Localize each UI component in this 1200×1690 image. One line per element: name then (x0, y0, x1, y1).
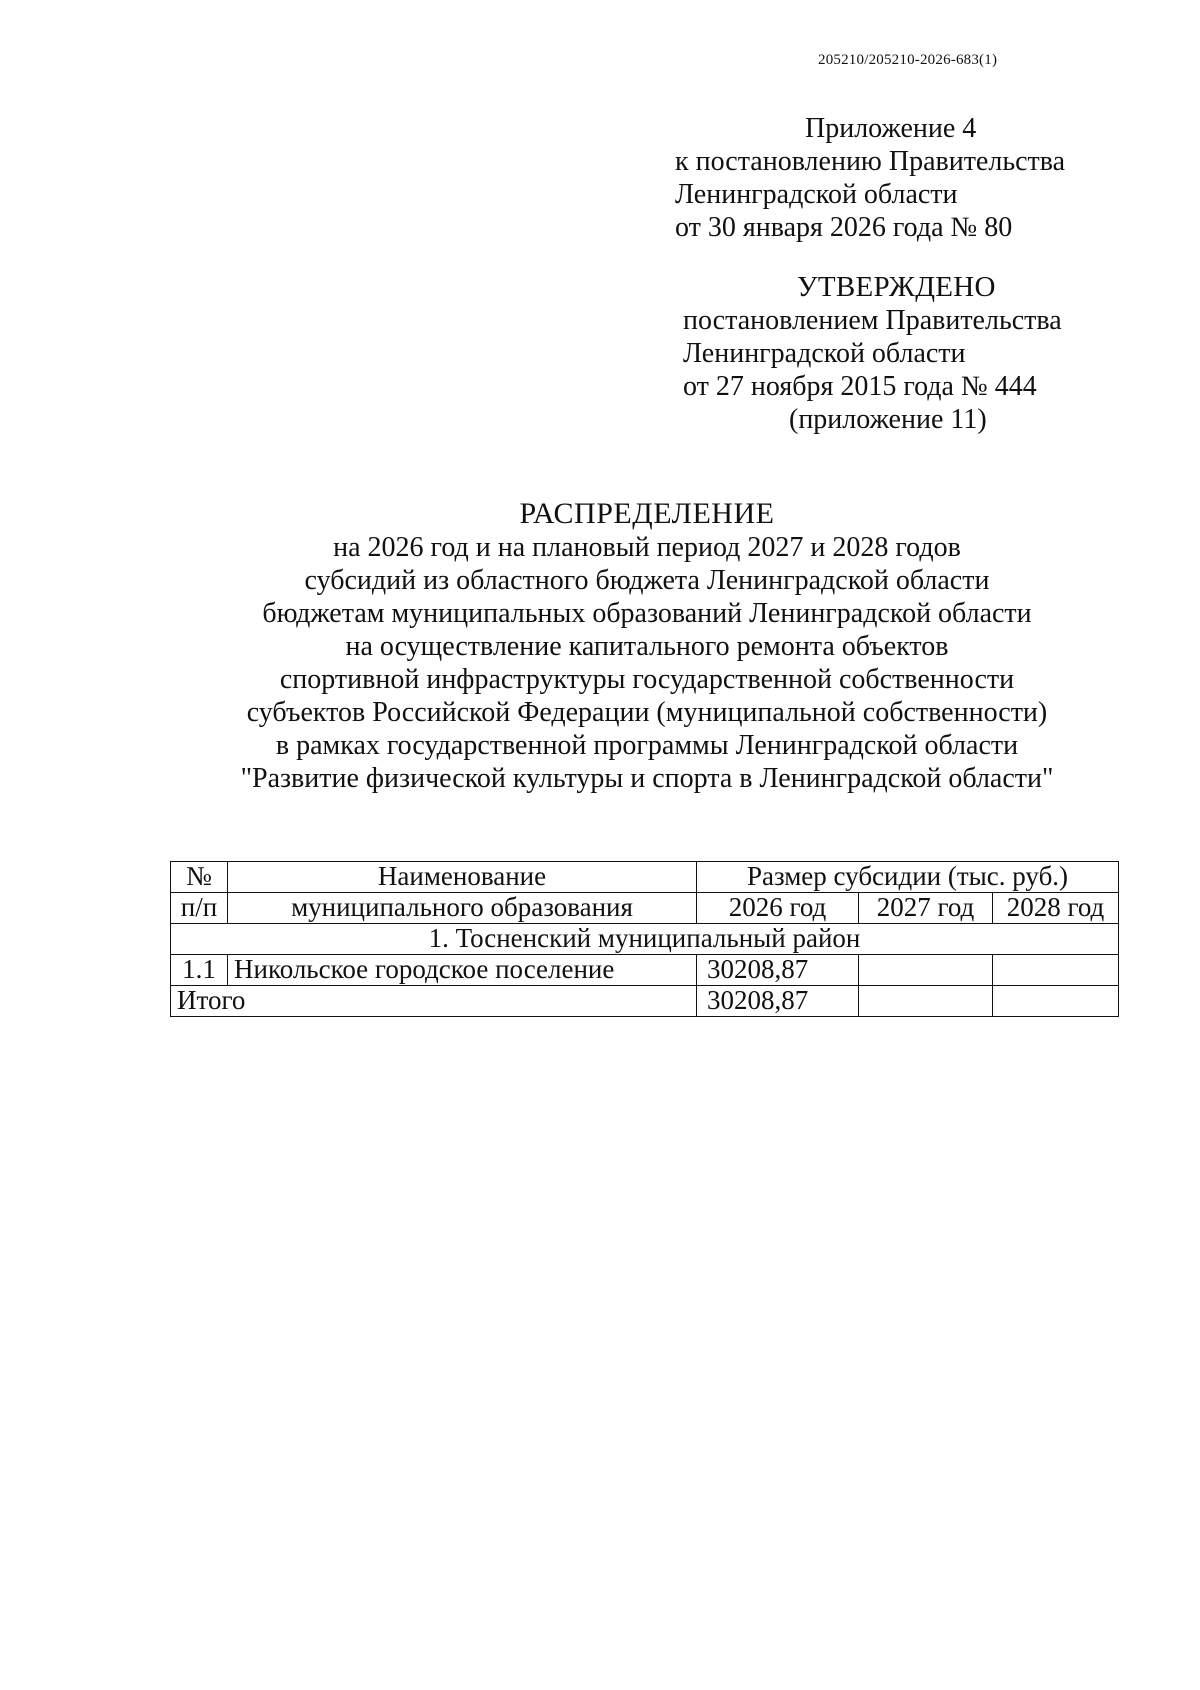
title-line: на 2026 год и на плановый период 2027 и 2028 годов (333, 532, 961, 563)
table-section-row (171, 924, 1119, 955)
document-id: 205210/205210-2026-683(1) (818, 52, 998, 68)
subsidy-table (170, 861, 1119, 1017)
table-row (171, 955, 1119, 986)
header-year-2026: 2026 год (697, 893, 859, 924)
header-name-top: Наименование (228, 862, 697, 893)
total-value-2026: 30208,87 (697, 986, 859, 1017)
total-value-2028 (993, 986, 1119, 1017)
approved-date: от 27 ноября 2015 года № 444 (683, 371, 1037, 402)
title-line: в рамках государственной программы Ленинградской области (275, 730, 1019, 761)
approved-region: Ленинградской области (683, 338, 966, 369)
row-value-2028 (993, 955, 1119, 986)
appendix-date: от 30 января 2026 года № 80 (675, 212, 1013, 243)
header-year-2028: 2028 год (993, 893, 1119, 924)
total-value-2027 (859, 986, 993, 1017)
header-num-bottom: п/п (171, 893, 228, 924)
table-header-row (171, 893, 1119, 924)
approved-reference: постановлением Правительства (683, 305, 1062, 336)
row-num: 1.1 (171, 955, 228, 986)
header-num-top: № (171, 862, 228, 893)
header-year-2027: 2027 год (859, 893, 993, 924)
title-line: субъектов Российской Федерации (муниципальной собственности) (246, 697, 1048, 728)
row-value-2027 (859, 955, 993, 986)
section-title: 1. Тосненский муниципальный район (171, 924, 1119, 955)
row-value-2026: 30208,87 (697, 955, 859, 986)
table-total-row (171, 986, 1119, 1017)
approved-block (683, 271, 1062, 436)
appendix-reference: к постановлению Правительства (675, 146, 1066, 177)
approved-heading: УТВЕРЖДЕНО (797, 271, 996, 303)
appendix-block (675, 112, 1065, 244)
table-header-row (171, 862, 1119, 893)
document-title (0, 497, 1200, 795)
approved-appendix-note: (приложение 11) (789, 404, 987, 435)
title-line: спортивной инфраструктуры государственной собственности (279, 664, 1015, 695)
title-main: РАСПРЕДЕЛЕНИЕ (519, 497, 775, 530)
appendix-number: Приложение 4 (805, 113, 977, 144)
title-line: бюджетам муниципальных образований Ленинградской области (262, 598, 1032, 629)
title-line: на осуществление капитального ремонта объектов (345, 631, 949, 662)
title-line: "Развитие физической культуры и спорта в Ленинградской области" (240, 763, 1054, 794)
header-subsidy: Размер субсидии (тыс. руб.) (697, 862, 1119, 893)
total-label: Итого (171, 986, 697, 1017)
appendix-region: Ленинградской области (675, 179, 958, 210)
row-name: Никольское городское поселение (228, 955, 697, 986)
title-line: субсидий из областного бюджета Ленинградской области (304, 565, 990, 596)
header-name-bottom: муниципального образования (228, 893, 697, 924)
